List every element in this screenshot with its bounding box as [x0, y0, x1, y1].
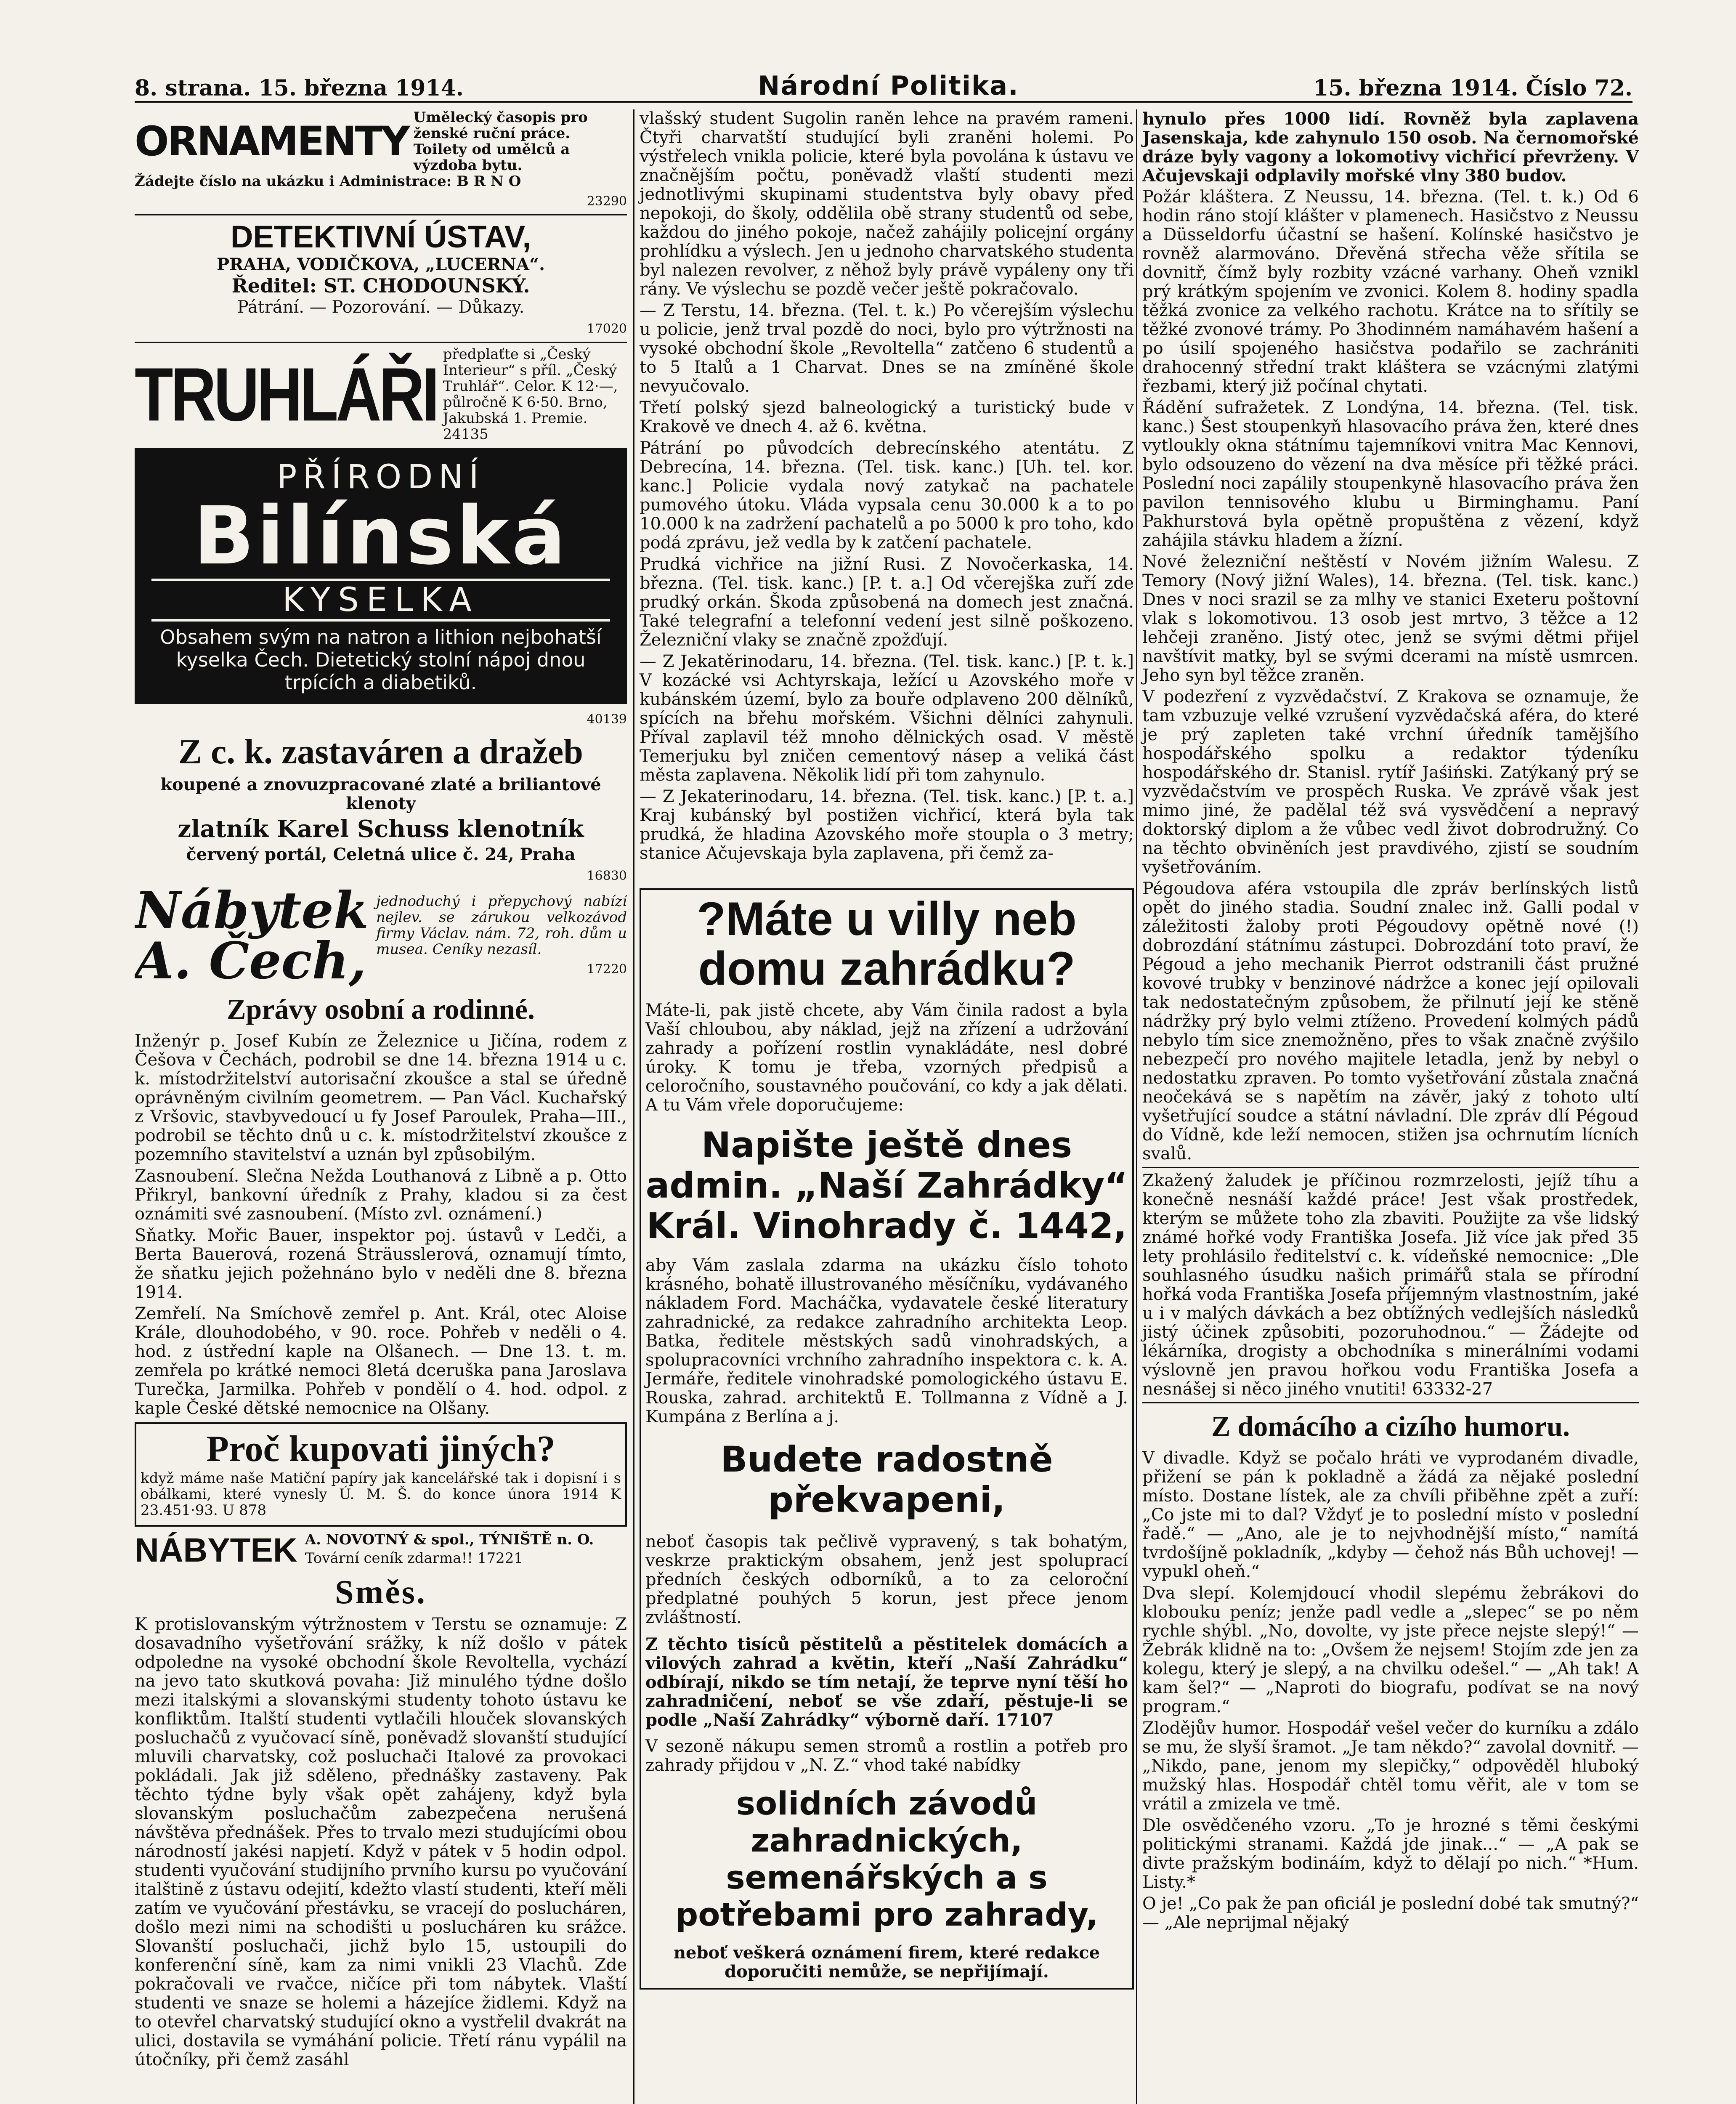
humor-heading: Z domácího a cizího humoru.: [1211, 1410, 1570, 1442]
bilinska-number: 40139: [587, 712, 627, 727]
villa-ad-headline-2: Budete radostně překvapeni,: [720, 1439, 1053, 1520]
nabytek-novotny-line-1: A. NOVOTNÝ & spol., TÝNIŠTĚ n. O.: [305, 1531, 594, 1548]
smes-heading: Směs.: [335, 1574, 427, 1611]
humor-paragraph: Dva slepí. Kolemjdoucí vhodil slepému žebrákovi do klobouku peníz; jenže padl vedle a „slepec“ se po něm rychle shýbl. „No, dovolte, vy jste přece nejste slepý!“ — Žebrák klidně na to: „Ovšem že nejsem! Stojím zde jen za kolegu, který je slepý, a na chvilku odešel.“ — „Ah tak! A kam šel?“ — „Naproti do biografu, podívat se na nový program.“: [1142, 1583, 1639, 1716]
detektivni-line-2: Ředitel: ST. CHODOUNSKÝ.: [231, 274, 530, 297]
nabytek-cech-number: 17220: [587, 962, 627, 977]
news-paragraph: vlašský student Sugolin raněn lehce na pravém rameni. Čtyři charvatští studující byli zraněni holemi. Po výstřelech vnikla policie, které byla povolána k ústavu ve značnějším počtu, poněvadž vlaští studenti mezi jednotlivými skupinami studentstva byly obavy před nepokoji, do školy, oddělila obě strany studentů od sebe, každou do jiného pokoje, načež zahájily policejní orgány prohlídku a výslech. Jen u jednoho charvatského studenta byl nalezen revolver, z něhož byly právě vypáleny ony tři rány. Ve výslechu se pozdě večer ještě pokračovalo.: [640, 109, 1134, 299]
news-paragraph: V podezření z vyzvědačství. Z Krakova se oznamuje, že tam vzbuzuje velké vzrušení vyzvědačská aféra, do které je prý zapleten také vrchní úředník tamějšího hospodářského spolku a redaktor týdeníku hospodářského dr. Stanisl. rytíř Jaśiński. Zatýkaný prý se vyzvědačstvím ve prospěch Ruska. Ve zprávě však jest mimo jiné, že padělal též svá vysvědčení a nepravý doktorský diplom a že vůbec vedl život dobrodružný. Co na těchto obviněních jest pravdivého, zjistí se soudním vyšetřováním.: [1142, 687, 1639, 877]
news-paragraph: Pégoudova aféra vstoupila dle zpráv berlínských listů opět do jiného stadia. Soudní znalec inž. Galli podal v záležitosti žaloby proti Pégoudovy opětně nové (!) dobrozdání státnímu zástupci. Dobrozdání toto praví, že Pégoud a jeho mechanik Pierrot odstranili část pružné kovové trubky v benzinové nádržce a konec její opilovali tak nedostatečným způsobem, že přilnutí její ke stěně nádržky prý bylo velmi ztíženo. Provedení kolmých pádů nebylo tím sice znemožněno, přes to však značně zvýšilo nebezpečí pro nového majitele letadla, jenž by nebyl o nedostatku zpraven. Po tomto vyšetřování zůstala značná neočekává se s napětím na závěr, jaký z tohoto ultí vyšetřující soudce a státní návladní. Dle zpráv dlí Pégoud do Vídně, kde leží nemocen, stižen jsa ochrnutím lícních svalů.: [1142, 879, 1639, 1164]
zastavaren-line-2: zlatník Karel Schuss klenotník: [178, 815, 584, 843]
smes-paragraph: K protislovanským výtržnostem v Terstu se oznamuje: Z dosavadního vyšetřování srážky, k níž došlo v pátek odpoledne na vysoké obchodní škole Revoltella, vychází na jevo tato skutková povaha: Již minulého týdne došlo mezi italskými a slovanskými studenty tohoto ústavu ke konfliktům. Italští studenti vytlačili hlouček slovanských posluchačů z vyučovací síně, poněvadž slovanští studující mluvili charvatsky, což posluchači Italové za provokaci pokládali. Jak již sděleno, přednášky zastaveny. Pak těchto týdne byly však opět zahájeny, když byla slovanským posluchačům zabezpečena nerušená návštěva přednášek. Přes to trvalo mezi studujícími obou národností jakési napjetí. Když v pátek v 5 hodin odpol. studenti vyučování studijního prvního kursu po vyučování italštině z ústavu odejití, kdežto vlastí studenti, kteří měli zatím ve vyučování přestávku, se vracejí do poslucháren, došlo mezi nimi na schodišti u poslucháren ku srážce. Slovanští posluchači, jichž bylo 15, ustoupili do konferenční síně, kam za nimi vnikli 23 Vlachů. Zde pokračovali ve rvačce, ničíce při tom nábytek. Vlaští studenti ve snaze se holemi a házejíce židlemi. Když na to otevřel charvatský studující okno a vystřelil dvakrát na ulici, dostavila se vymáhání policie. Třetí ránu vypálil na útočníky, při čemž zasáhl: [135, 1615, 627, 2069]
nabytek-cech-title-2: A. Čech,: [135, 931, 366, 991]
detektivni-number: 17020: [587, 321, 627, 336]
detektivni-line-3: Pátrání. — Pozorování. — Důkazy.: [237, 298, 525, 317]
header-left: 8. strana. 15. března 1914.: [135, 75, 464, 101]
nabytek-cech-text: jednoduchý i přepychový nabízí nejlev. se zárukou velkozávod firmy Václav. nám. 72, roh. dům u musea. Ceníky nezasíl.: [376, 893, 627, 958]
news-paragraph: Pátrání po původcích debrecínského atentátu. Z Debrecína, 14. března. (Tel. tisk. kanc.) [Uh. tel. kor. kanc.] Policie vydala nový zatykač na pachatele pumového útoku. Vláda vypsala cenu 30.000 k a to po 10.000 k na zadržení pachatelů a po 5000 k pro toho, kdo podá zprávu, jež vedla by k zatčení pachatele.: [640, 438, 1134, 553]
villa-ad-paragraph: neboť veškerá oznámení firem, které redakce doporučiti nemůže, se nepřijímají.: [673, 1943, 1100, 1982]
bilinska-ad: [135, 448, 627, 704]
villa-ad-paragraph: Z těchto tisíců pěstitelů a pěstitelek domácích a vilových zahrad a květin, kteří „Naší Zahrádku“ odbírají, nikdo se tím netají, že teprve nyní těší ho zahradničení, neboť se vše zdaří, pěstuje-li se podle „Naší Zahrádky“ výborně daří. 17107: [645, 1634, 1128, 1730]
news-paragraph: Nové železniční neštěstí v Novém jižním Walesu. Z Temory (Nový jižní Wales), 14. března. (Tel. tisk. kanc.) Dnes v noci srazil se za mlhy ve stanici Exeteru poštovní vlak s lokomotivou. 13 osob jest mrtvo, 3 těžce a 12 lehčeji zraněno. Jistý otec, jenž se svými dětmi přijel navštívit matky, byl se svými dcerami na místě usmrcen. Jeho syn byl těžce zraněn.: [1142, 552, 1639, 685]
proc-title: Proč kupovati jiných?: [206, 1429, 555, 1469]
zpravy-paragraph: Sňatky. Mořic Bauer, inspektor poj. ústavů v Ledči, a Berta Bauerová, rozená Sträusslerová, oznamují tímto, že sňatku jejich požehnáno bylo v neděli dne 8. března 1914.: [135, 1226, 627, 1302]
humor-paragraph: O je! „Co pak že pan oficiál je poslední dobé tak smutný?“ — „Ale neprijmal nějaký: [1142, 1894, 1639, 1932]
ornamenty-line: Žádejte číslo na ukázku i Administrace: B R N O: [135, 173, 521, 190]
truhlari-ad: [135, 346, 627, 442]
news-paragraph: — Z Jekatěrinodaru, 14. března. (Tel. tisk. kanc.) [P. t. k.] V kozácké vsi Achtyrskaja, ležící u Azovského moře v kubánském území, bylo za bouře odplaveno 200 dělníků, spících na břehu mořském. Všichni dělníci zahynuli. Příval zaplavil též mnoho dělnických osad. V městě Temerjuku byl zničen cementový násep a veliká část města zaplavena. Několik lidí při tom zahynulo.: [640, 652, 1134, 785]
column-2: [633, 109, 1134, 2104]
news-paragraph: Třetí polský sjezd balneologický a turistický bude v Krakově ve dnech 4. až 6. května.: [640, 398, 1134, 436]
news-paragraph: hynulo přes 1000 lidí. Rovněž byla zaplavena Jasenskaja, kde zahynulo 150 osob. Na černomořské dráze byly vagony a lokomotivy vichřicí převrženy. V Ačujevskaji odplavily mořské vlny 380 budov.: [1142, 109, 1639, 186]
news-paragraph: Požár kláštera. Z Neussu, 14. března. (Tel. t. k.) Od 6 hodin ráno stojí klášter v plamenech. Hasičstvo z Neussu a Düsseldorfu účastní se hašení. Kolínské hasičstvo je rovněž alarmováno. Dřevěná střecha věže sřítila se dovnitř, čímž byly rozbity vzácné varhany. Oheň vznikl prý krátkým spojením ve zvonici. Kolem 8. hodiny spadla těžká zvonice za velkého rachotu. Krátce na to sřítily se těžké zvonové trámy. Po 3hodinném namáhavém hašení a po úsilí spojeného hasičstva podařilo se zachrániti drahocenný střední trakt kláštera se vzácnými zlatými řezbami, který již počínal chytati.: [1142, 187, 1639, 396]
zastavaren-ad: [135, 729, 627, 885]
news-paragraph: — Z Jekaterinodaru, 14. března. (Tel. tisk. kanc.) [P. t. a.] Kraj kubánský byl postižen vichřicí, která byla tak prudká, že hladina Azovského moře stoupla o 3 metry; stanice Ačujevskaja byla zaplavena, při čemž za-: [640, 787, 1134, 863]
ornamenty-number: 23290: [587, 194, 627, 209]
zpravy-heading: Zprávy osobní a rodinné.: [227, 993, 535, 1025]
proc-kupovati-ad: [135, 1422, 627, 1527]
villa-ad-headline-1: Napište ještě dnes admin. „Naší Zahrádky“ Král. Vinohrady č. 1442,: [645, 1124, 1128, 1246]
zastavaren-title: Z c. k. zastaváren a dražeb: [178, 732, 584, 771]
news-paragraph: — Z Terstu, 14. března. (Tel. t. k.) Po včerejším výslechu u policie, jenž trval pozdě do noci, bylo pro výtržnosti na vysoké obchodní škole „Revoltella“ zatčeno 6 studentů a to 5 Italů a 1 Charvat. Dnes se na zmíněné škole nevyučovalo.: [640, 301, 1134, 396]
masthead-title: Národní Politika.: [758, 70, 1019, 101]
villa-ad-paragraph: V sezoně nákupu semen stromů a rostlin a potřeb pro zahrady přijdou v „N. Z.“ vhod také nabídky: [645, 1737, 1128, 1775]
proc-text: když máme naše Matiční papíry jak kancelářské tak i dopisní i s obálkami, které vynesly Ú. M. Š. do konce února 1914 K 23.451·93. U 878: [141, 1470, 621, 1519]
ornamenty-side-text: Umělecký časopis pro ženské ruční práce. Toilety od umělců a výzdoba bytu.: [413, 109, 588, 174]
villa-ad-title: ?Máte u villy neb domu zahrádku?: [697, 893, 1077, 995]
detektivni-line-1: PRAHA, VODIČKOVA, „LUCERNA“.: [216, 255, 545, 274]
villa-garden-ad: [640, 888, 1134, 1990]
humor-paragraph: Dle osvědčeného vzoru. „To je hrozné s těmi českými politickými stranami. Každá jde jinak...“ — „A pak se divte pražským bodináím, když to dělají po nich.“ *Hum. Listy.*: [1142, 1816, 1639, 1892]
news-paragraph: Řádění sufražetek. Z Londýna, 14. března. (Tel. tisk. kanc.) Šest stoupenkyň hlasovacího práva žen, které dnes vytloukly okna státnímu tajemníkovi vnitra Mac Kennovi, bylo odsouzeno do vězení na dva měsíce při těžké práci. Poslední noci zapálily stoupenkyně hlasovacího práva žen pavilon tennisového klubu u Birminghamu. Paní Pakhurstová byla opětně propuštěna z vězení, když zahájila stávku hladem a žízní.: [1142, 398, 1639, 550]
nabytek-novotny-ad: [135, 1531, 627, 1570]
nabytek-novotny-line-2: Tovární ceník zdarma!! 17221: [305, 1550, 523, 1567]
villa-ad-headline-3: solidních závodů zahradnických, semenářských a s potřebami pro zahrady,: [675, 1785, 1099, 1933]
bilinska-text: Obsahem svým na natron a lithion nejbohatší kyselka Čech. Dietetický stolní nápoj dnou trpících a diabetiků.: [160, 626, 602, 694]
zaludek-ad: Zkažený žaludek je příčinou rozmrzelosti, jejíž tíhu a konečně nesnáší každé práce! Jest však prostředek, kterým se můžete toho zla zbaviti. Použijte za vše lidský známé hořké vody Františka Josefa. Již více jak před 35 lety prohlásilo ředitelství c. k. vídeňské nemocnice: „Dle souhlasného úsudku našich primářů stala se přírodní hořká voda Františka Josefa příjemným vlastnostním, jaké u i v malých dávkách a bez obtížných vedlejších následků jistý účinek způsobiti, pozoruhodnou.“ — Žádejte od lékárníka, drogisty a obchodníka s minerálními vodami výslovně jen pravou hořkou vodu Františka Josefa a nesnášej si něco jiného vnutiti! 63332-27: [1142, 1171, 1639, 1399]
ornamenty-title: ORNAMENTY: [135, 118, 409, 165]
zastavaren-number: 16830: [587, 869, 627, 883]
villa-ad-paragraph: aby Vám zaslala zdarma na ukázku číslo tohoto krásného, bohatě illustrovaného měsíčníku, vydávaného nákladem Ford. Macháčka, vydavatele české literatury zahradnické, za redakce zahradního architekta Leop. Batka, ředitele městských sadů vinohradských, a spolupracovníci vrchního zahradního inspektora c. k. A. Jermáře, ředitele vinohradské pomologického ústavu E. Rouska, zahrad. architektů E. Tollmanna z Vídně a J. Kumpána z Berlína a j.: [645, 1256, 1128, 1427]
bilinska-title: Bilínská: [193, 489, 568, 582]
humor-paragraph: Zlodějův humor. Hospodář vešel večer do kurníku a zdálo se mu, že slyší šramot. „Je tam někdo?“ zavolal dovnitř. — „Nikdo, pane, jenom my slepičky,“ odpověděl hluboký mužský hlas. Hospodář chtěl tomu věřit, ale v tom se vrátil a zmizela ve tmě.: [1142, 1719, 1639, 1814]
ornamenty-ad: [135, 109, 627, 211]
column-1: [135, 109, 627, 2104]
zpravy-paragraph: Zemřelí. Na Smíchově zemřel p. Ant. Král, otec Aloise Krále, dlouhodobého, v 90. roce. Pohřeb v neděli o 4. hod. z ústřední kaple na Olšanech. — Dne 13. t. m. zemřela po krátké nemoci 8letá dceruška pana Jaroslava Turečka, Jarmilka. Pohřeb v pondělí o 4. hod. odpol. z kaple České dětské nemocnice na Olšany.: [135, 1304, 627, 1418]
humor-paragraph: V divadle. Když se počalo hráti ve vyprodaném divadle, přižení se pán k pokladně a žádá za nějaké poslední místo. Dostane lístek, ale za chvíli přiběhne zpět a zuří: „Co jste mi to dal? Vždyť je to poslední místo v poslední řadě.“ — „Ano, ale je to nejvhodnější místo,“ namítá tvrdošíjně pokladník, „kdyby — čehož nás Bůh uchovej! — vypukl oheň.“: [1142, 1448, 1639, 1581]
detektivni-ad: [135, 219, 627, 338]
news-paragraph: Prudká vichřice na jižní Rusi. Z Novočerkaska, 14. března. (Tel. tisk. kanc.) [P. t. a.] Od včerejška zuří zde prudký orkán. Škoda způsobená na domech jest značná. Také telegrafní a telefonní vedení jest silně poškozeno. Železniční vlaky se značně zpožďují.: [640, 555, 1134, 650]
bilinska-line-3: KYSELKA: [151, 579, 610, 622]
page-header: [135, 67, 1632, 103]
zpravy-paragraph: Inženýr p. Josef Kubín ze Železnice u Jičína, rodem z Češova v Čechách, podrobil se dne 14. března 1914 u c. k. místodržitelství autorisační zkoušce a stal se úředně oprávněným civilním geometrem. — Pan Václ. Kuchařský z Vršovic, stavbyvedoucí u fy Josef Paroulek, Praha—III., podrobil se těchto dnů u c. k. místodržitelství zkoušce z pozemního stavitelství a uznán byl způsobilým.: [135, 1031, 627, 1164]
column-3: [1136, 109, 1639, 2104]
nabytek-cech-title-1: Nábytek: [135, 881, 369, 940]
villa-ad-paragraph: Máte-li, pak jistě chcete, aby Vám činila radost a byla Vaší chloubou, aby náklad, jejž na zřízení a udržování zahrady a pořízení rostlin vynakládáte, nesl dobré úroky. K tomu je třeba, vzorných předpisů a celoročního, soustavného poučování, co kdy a jak dělati. A tu Vám vřele doporučujeme:: [645, 1001, 1128, 1115]
villa-ad-paragraph: neboť časopis tak pečlivě vypravený, s tak bohatým, veskrze praktickým obsahem, jenž jest spoluprací předních českých odborníků, a to za celoroční předplatné pouhých 5 korun, jest přece jenom zvláštností.: [645, 1532, 1128, 1627]
nabytek-novotny-title: NÁBYTEK: [135, 1531, 297, 1569]
zpravy-paragraph: Zasnoubení. Slečna Nežda Louthanová z Libně a p. Otto Přikryl, bankovní úředník z Prahy, kladou si za čest oznámiti své zasnoubení. (Místo zvl. oznámení.): [135, 1166, 627, 1224]
truhlari-title: TRUHLÁŘI: [135, 352, 437, 437]
header-right: 15. března 1914. Číslo 72.: [1313, 75, 1632, 101]
truhlari-text: předplaťte si „Český Interieur“ s příl. „Český Truhlář“. Celor. K 12·—, půlročně K 6·50. Brno, Jakubská 1. Premie. 24135: [443, 346, 618, 443]
zastavaren-line-1: koupené a znovuzpracované zlaté a briliantové klenoty: [160, 775, 601, 813]
nabytek-cech-ad: [135, 881, 627, 991]
bilinska-line-1: PŘÍRODNÍ: [277, 458, 485, 496]
zastavaren-line-3: červený portál, Celetná ulice č. 24, Praha: [186, 845, 576, 864]
detektivni-title: DETEKTIVNÍ ÚSTAV,: [230, 219, 531, 254]
